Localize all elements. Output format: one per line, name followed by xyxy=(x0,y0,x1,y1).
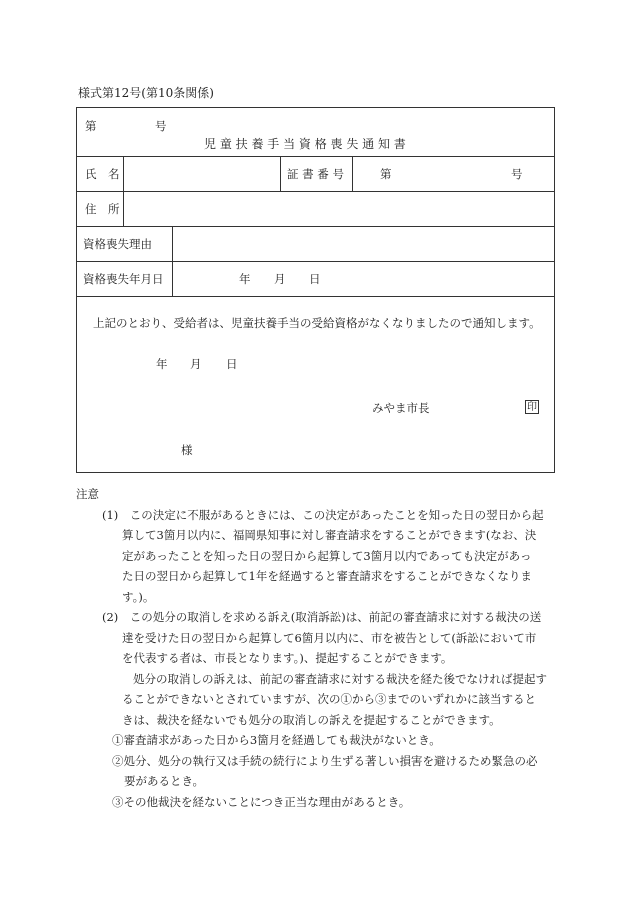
notes-section xyxy=(76,484,556,812)
notice-message: 上記のとおり、受給者は、児童扶養手当の受給資格がなくなりましたので通知します。 xyxy=(93,316,541,330)
note-line: た日の翌日から起算して1年を経過すると審査請求をすることができなくなりま xyxy=(122,569,532,583)
notes-heading: 注意 xyxy=(76,487,99,501)
note-line: を代表する者は、市長となります。)、提起することができます。 xyxy=(122,651,453,665)
certificate-number-prefix: 第 xyxy=(380,167,392,181)
notice-number-suffix: 号 xyxy=(155,119,167,133)
seal-mark: 印 xyxy=(527,402,537,413)
notice-form-table xyxy=(76,107,555,473)
note-line: ①審査請求があった日から3箇月を経過しても裁決がないとき。 xyxy=(112,733,441,747)
note-line: きは、裁決を経ないでも処分の取消しの訴えを提起することができます。 xyxy=(122,712,501,727)
note-line: 達を受けた日の翌日から起算して6箇月以内に、市を被告として(訴訟において市 xyxy=(122,630,537,645)
note-line: (2) この処分の取消しを求める訴え(取消訴訟)は、前記の審査請求に対する裁決の送 xyxy=(102,610,542,624)
certificate-number-suffix: 号 xyxy=(511,167,523,181)
name-field[interactable] xyxy=(124,157,279,190)
issuer-name: みやま市長 xyxy=(372,401,430,415)
note-line: 処分の取消しの訴えは、前記の審査請求に対する裁決を経た後でなければ提起す xyxy=(133,671,547,686)
loss-reason-field[interactable] xyxy=(173,227,554,260)
note-line: ②処分、処分の執行又は手続の続行により生ずる著しい損害を避けるため緊急の必 xyxy=(112,753,538,768)
recipient-honorific: 様 xyxy=(181,443,193,457)
note-line: ③その他裁決を経ないことにつき正当な理由があるとき。 xyxy=(112,794,411,809)
loss-date-day: 日 xyxy=(309,272,321,286)
note-line: す。)。 xyxy=(122,589,155,604)
note-line: 定があったことを知った日の翌日から起算して3箇月以内であっても決定があっ xyxy=(122,548,532,563)
note-line: 算して3箇月以内に、福岡県知事に対し審査請求をすることができます(なお、決 xyxy=(122,528,537,542)
issue-month: 月 xyxy=(190,357,202,371)
loss-date-year: 年 xyxy=(239,272,251,286)
certificate-number-label: 証 書 番 号 xyxy=(287,167,344,181)
note-line: 要があるとき。 xyxy=(124,774,205,788)
notice-number-prefix: 第 xyxy=(85,119,97,133)
issue-year: 年 xyxy=(156,357,168,371)
note-line: (1) この決定に不服があるときには、この決定があったことを知った日の翌日から起 xyxy=(102,507,544,522)
document-title: 児 童 扶 養 手 当 資 格 喪 失 通 知 書 xyxy=(204,137,406,151)
note-line: ることができないとされていますが、次の①から③までのいずれかに該当すると xyxy=(122,692,536,706)
column-divider xyxy=(280,156,281,191)
address-field[interactable] xyxy=(124,192,554,225)
column-divider xyxy=(352,156,353,191)
loss-date-label: 資格喪失年月日 xyxy=(83,272,164,286)
address-label: 住 所 xyxy=(85,202,120,216)
form-number: 様式第12号(第10条関係) xyxy=(78,86,214,100)
loss-reason-label: 資格喪失理由 xyxy=(83,237,152,251)
name-label: 氏 名 xyxy=(85,167,120,181)
loss-date-month: 月 xyxy=(274,272,286,286)
row-divider xyxy=(77,296,554,297)
row-divider xyxy=(77,261,554,262)
issue-day: 日 xyxy=(226,357,238,371)
